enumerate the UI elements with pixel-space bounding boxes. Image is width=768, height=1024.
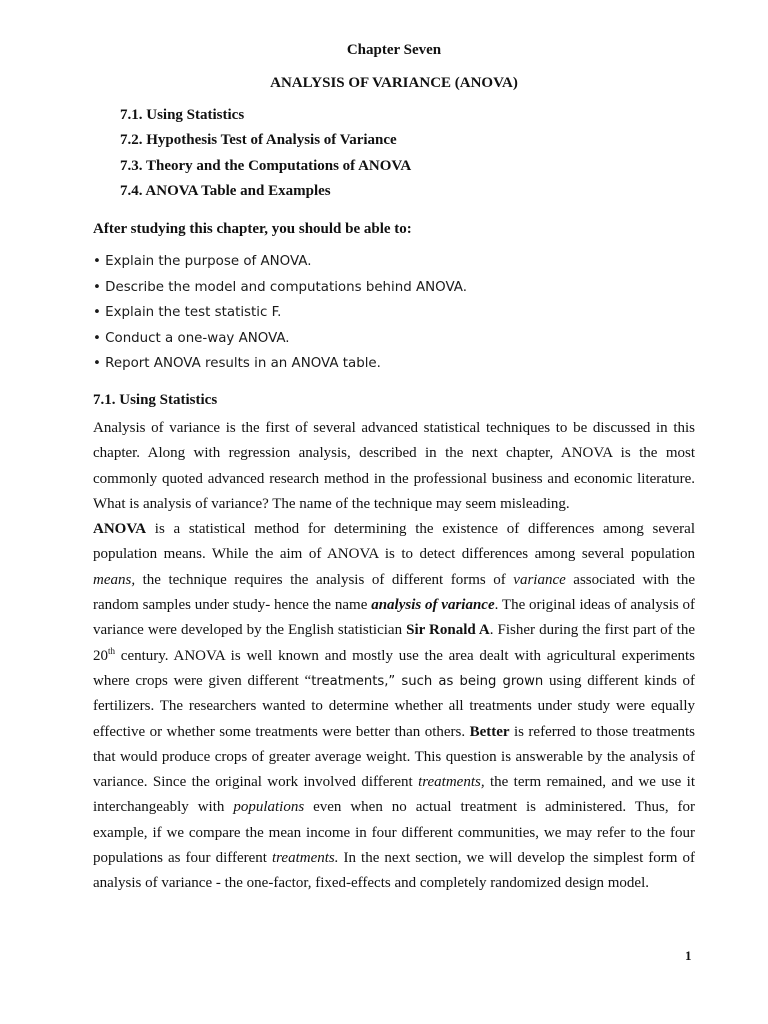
objectives-list <box>93 253 467 381</box>
paragraph-anova: ANOVA is a statistical method for determining the existence of differences among several population means. While the aim of ANOVA is to detect differences among several population means, the technique requires the analysis of different forms of variance associated with the random samples under study- hence the name analysis of variance. The original ideas of analysis of variance were developed by the English statistician Sir Ronald A. Fisher during the first part of the 20th century. ANOVA is well known and mostly use the area dealt with agricultural experiments where crops were given different “treatments,” such as being grown using different kinds of fertilizers. The researchers wanted to determine whether all treatments under study were equally effective or whether some treatments were better than others. Better is referred to those treatments that would produce crops of greater average weight. This question is answerable by the analysis of variance. Since the original work involved different treatments, the term remained, and we use it interchangeably with populations even when no actual treatment is administered. Thus, for example, if we compare the mean income in four different communities, we may refer to the four populations as four different treatments. In the next section, we will develop the simplest form of analysis of variance - the one-factor, fixed-effects and completely randomized design model. <box>93 521 696 892</box>
objective-item: • Report ANOVA results in an ANOVA table. <box>93 356 381 372</box>
chapter-label: Chapter Seven <box>346 42 442 58</box>
objective-item: • Conduct a one-way ANOVA. <box>93 330 290 346</box>
page-number: 1 <box>685 948 692 963</box>
section-body <box>93 416 695 897</box>
ordinal-superscript: th <box>108 645 116 656</box>
toc-item: 7.4. ANOVA Table and Examples <box>120 182 331 199</box>
term-treatments: treatments, <box>418 774 485 791</box>
treatments-quote: treatments,” such as being grown <box>311 673 544 689</box>
objective-item: • Explain the test statistic F. <box>93 305 282 321</box>
toc-item: 7.1. Using Statistics <box>120 107 245 123</box>
term-anova: ANOVA <box>93 521 147 538</box>
term-means: means, <box>93 571 136 588</box>
toc-item: 7.2. Hypothesis Test of Analysis of Variance <box>120 132 397 149</box>
objectives-heading: After studying this chapter, you should be able to: <box>93 221 412 237</box>
term-variance: variance <box>513 571 566 588</box>
section-heading: 7.1. Using Statistics <box>93 392 218 408</box>
objective-item: • Explain the purpose of ANOVA. <box>93 254 312 269</box>
table-of-contents <box>120 106 411 207</box>
objective-item: • Describe the model and computations behind ANOVA. <box>93 279 467 295</box>
paragraph-intro: Analysis of variance is the first of several advanced statistical techniques to be discussed in this chapter. Along with regression analysis, described in the next chapter, ANOVA is the most commonly quoted advanced research method in the professional business and economic literature. What is analysis of variance? The name of the technique may seem misleading. <box>93 420 695 512</box>
term-analysis-of-variance: analysis of variance <box>371 597 495 614</box>
name-fisher: Sir Ronald A <box>406 622 490 639</box>
term-treatments-2: treatments. <box>271 850 339 867</box>
term-populations: populations <box>233 799 305 816</box>
term-better: Better <box>469 723 510 740</box>
chapter-title: ANALYSIS OF VARIANCE (ANOVA) <box>270 75 518 91</box>
toc-item: 7.3. Theory and the Computations of ANOVA <box>120 157 412 174</box>
